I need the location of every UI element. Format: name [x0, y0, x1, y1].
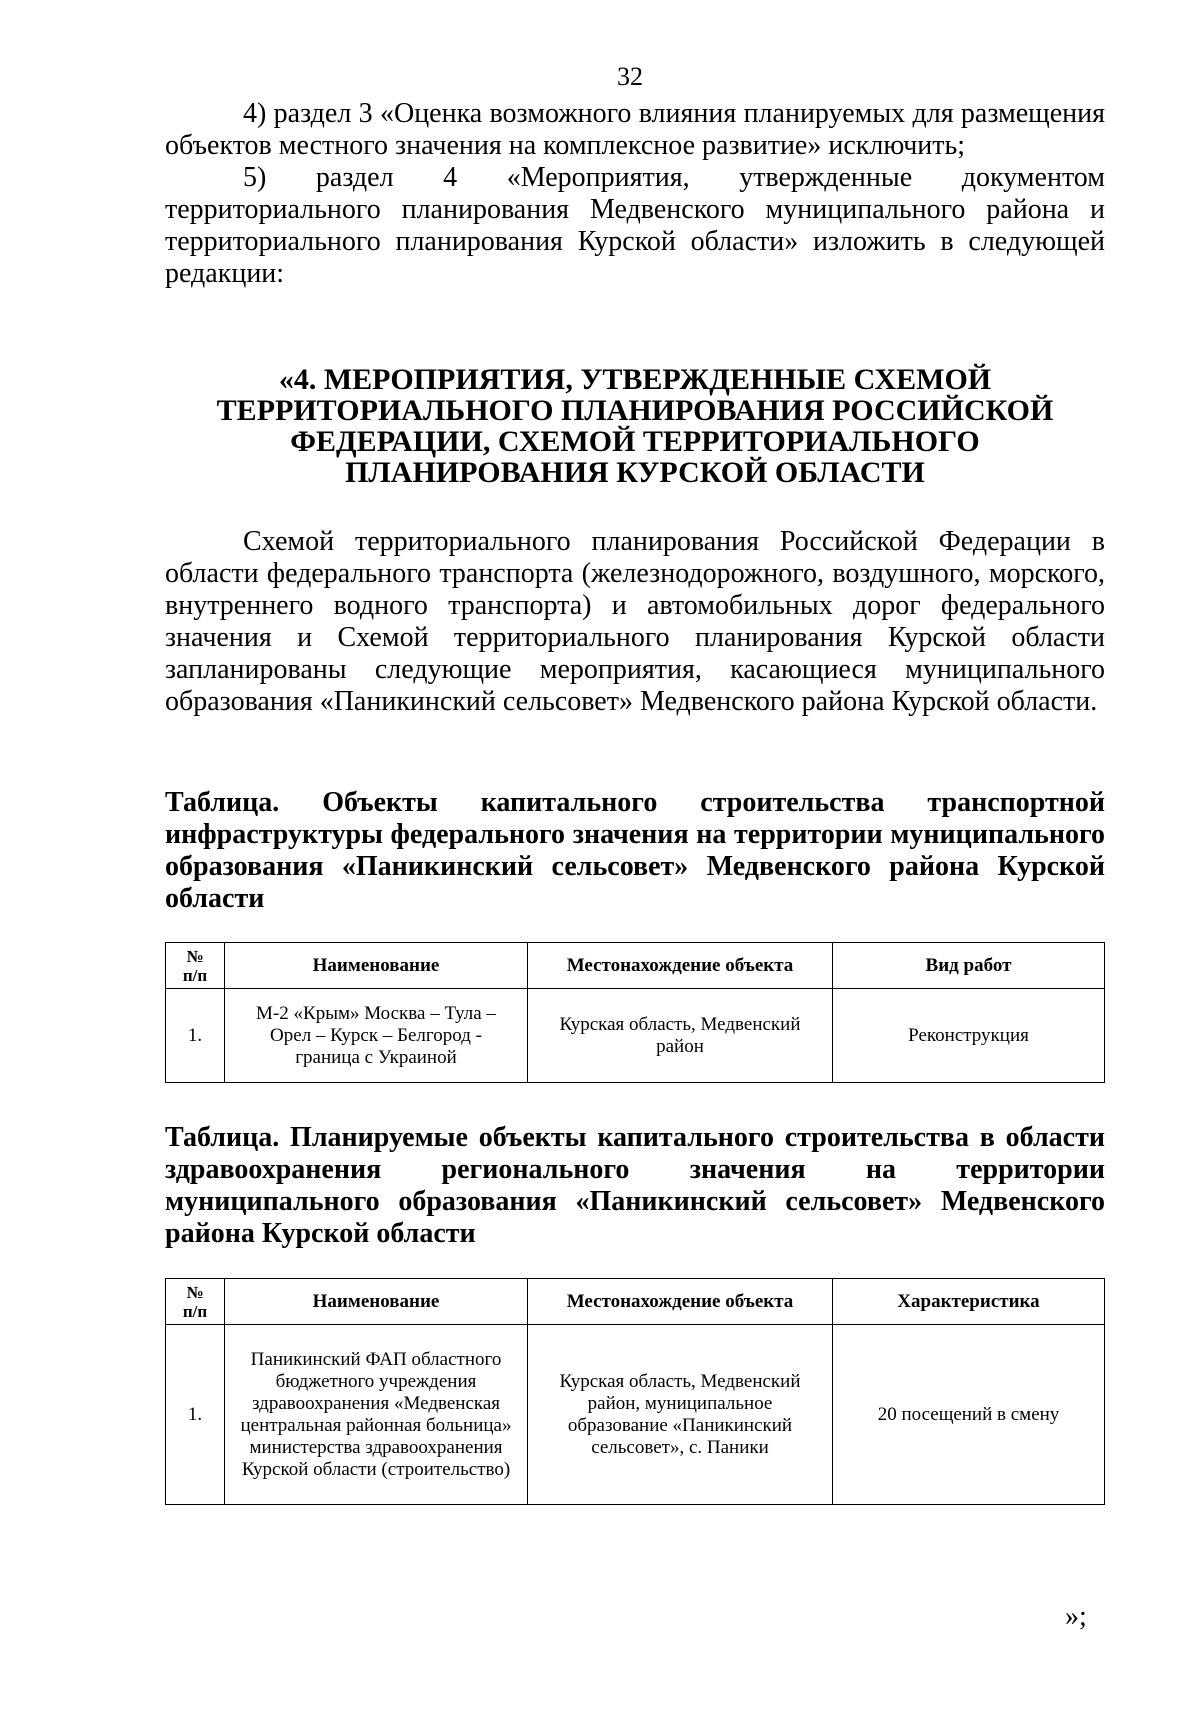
- header-num: [166, 943, 225, 989]
- cell-characteristic: 20 посещений в смену: [833, 1325, 1105, 1505]
- cell-num: 1.: [166, 1325, 225, 1505]
- table-row: [166, 1325, 1105, 1505]
- header-location: Местонахождение объекта: [528, 943, 833, 989]
- table-row: [166, 989, 1105, 1083]
- paragraph-item-4: 4) раздел 3 «Оценка возможного влияния планируемых для размещения объектов местного значения на комплексное развитие» исключить;: [165, 98, 1105, 161]
- header-num: [166, 1279, 225, 1325]
- cell-location: Курская область, Медвенский район: [528, 989, 833, 1083]
- header-name: Наименование: [225, 943, 528, 989]
- header-num-line1: №: [186, 946, 204, 966]
- cell-name: Паникинский ФАП областного бюджетного учреждения здравоохранения «Медвенская центральная районная больница» министерства здравоохранения Курской области (строительство): [225, 1325, 528, 1505]
- transport-objects-table: [165, 942, 1105, 1083]
- table-header-row: [166, 1279, 1105, 1325]
- table1-title: Таблица. Объекты капитального строительства транспортной инфраструктуры федерального значения на территории муниципального образования «Паникинский сельсовет» Медвенского района Курской области: [165, 787, 1105, 914]
- paragraph-item-5: 5) раздел 4 «Мероприятия, утвержденные документом территориального планирования Медвенского муниципального района и территориального планирования Курской области» изложить в следующей редакции:: [165, 162, 1105, 289]
- cell-work: Реконструкция: [833, 989, 1105, 1083]
- header-num-line2: п/п: [182, 1301, 208, 1321]
- healthcare-objects-table: [165, 1278, 1105, 1505]
- header-work: Вид работ: [833, 943, 1105, 989]
- table-header-row: [166, 943, 1105, 989]
- cell-name: М-2 «Крым» Москва – Тула – Орел – Курск – Белгород - граница с Украиной: [225, 989, 528, 1083]
- intro-paragraph: Схемой территориального планирования Российской Федерации в области федерального транспорта (железнодорожного, воздушного, морского, внутреннего водного транспорта) и автомобильных дорог федерального значения и Схемой территориального планирования Курской области запланированы следующие мероприятия, касающиеся муниципального образования «Паникинский сельсовет» Медвенского района Курской области.: [165, 526, 1105, 717]
- closing-quote-mark: »;: [1065, 1601, 1087, 1632]
- intro-block: [165, 526, 1105, 718]
- amendment-paragraphs: [165, 98, 1105, 290]
- table2-title: Таблица. Планируемые объекты капитального строительства в области здравоохранения регионального значения на территории муниципального образования «Паникинский сельсовет» Медвенского района Курской области: [165, 1122, 1105, 1249]
- header-name: Наименование: [225, 1279, 528, 1325]
- header-location: Местонахождение объекта: [528, 1279, 833, 1325]
- section-title: «4. МЕРОПРИЯТИЯ, УТВЕРЖДЕННЫЕ СХЕМОЙ ТЕРРИТОРИАЛЬНОГО ПЛАНИРОВАНИЯ РОССИЙСКОЙ ФЕДЕРАЦИИ, СХЕМОЙ ТЕРРИТОРИАЛЬНОГО ПЛАНИРОВАНИЯ КУРСКОЙ ОБЛАСТИ: [216, 363, 1054, 489]
- header-num-line1: №: [186, 1282, 204, 1302]
- header-num-line2: п/п: [182, 965, 208, 985]
- page-number: 32: [617, 62, 643, 91]
- header-characteristic: Характеристика: [833, 1279, 1105, 1325]
- cell-num: 1.: [166, 989, 225, 1083]
- cell-location: Курская область, Медвенский район, муниципальное образование «Паникинский сельсовет», с. Паники: [528, 1325, 833, 1505]
